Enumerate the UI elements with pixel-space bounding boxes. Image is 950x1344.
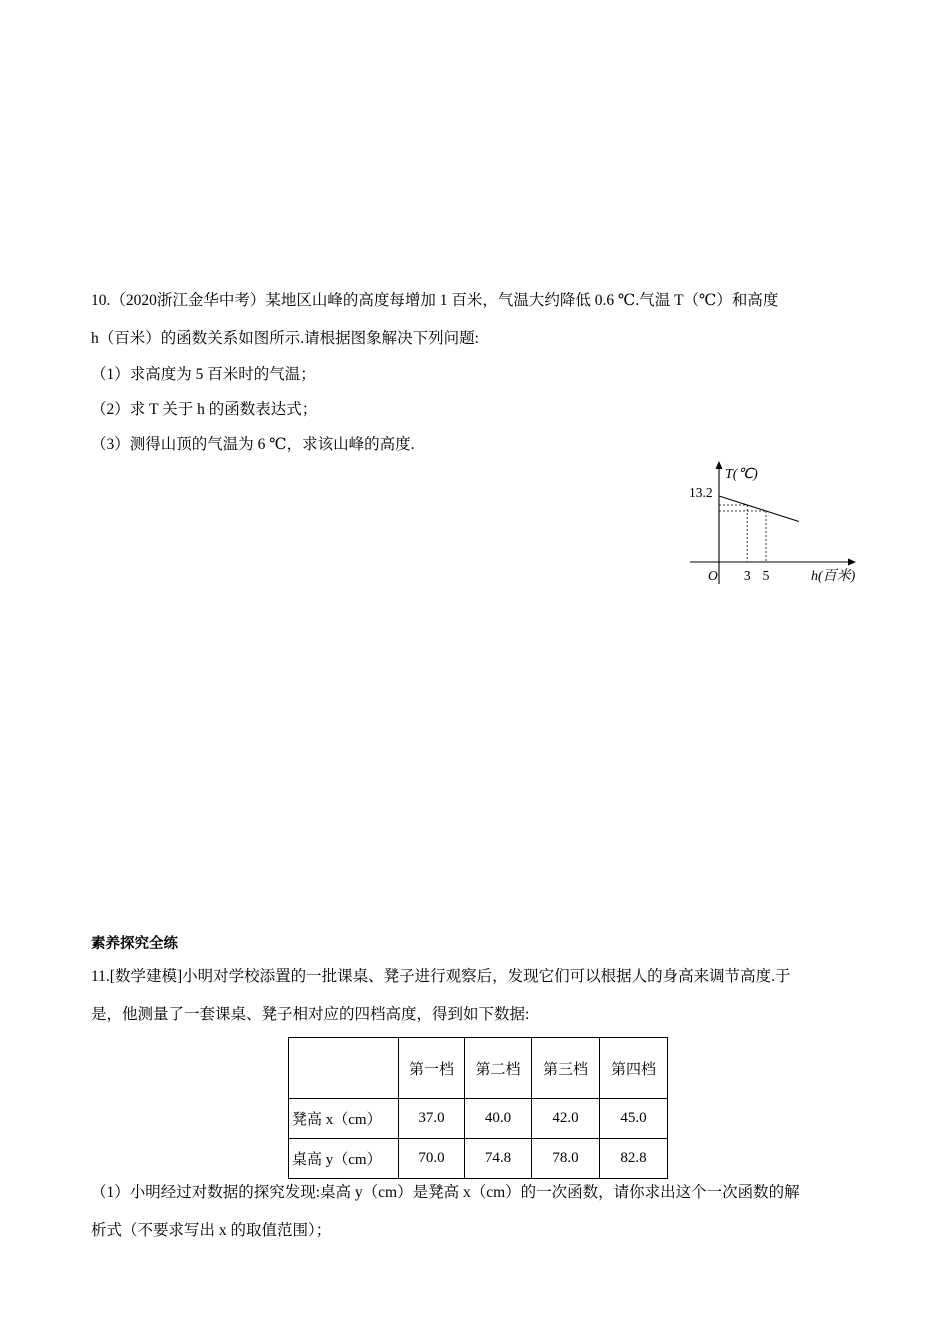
- table-row: [289, 1099, 668, 1139]
- x-tick-5: 5: [762, 568, 770, 583]
- q10-part2: （2）求 T 关于 h 的函数表达式；: [91, 401, 318, 418]
- y-axis-label: T(℃): [725, 467, 758, 482]
- height-data-table: [288, 1037, 668, 1179]
- q10-stem-line2: h（百米）的函数关系如图所示.请根据图象解决下列问题:: [91, 330, 479, 347]
- table-corner-cell: [289, 1038, 399, 1099]
- table-header-cell: 第一档: [399, 1038, 465, 1099]
- table-header-cell: 第三档: [532, 1038, 600, 1099]
- table-header-cell: 第二档: [465, 1038, 532, 1099]
- q11-part1-line2: 析式（不要求写出 x 的取值范围）；: [91, 1222, 332, 1239]
- q10-part3: （3）测得山顶的气温为 6 ℃，求该山峰的高度.: [91, 436, 415, 453]
- origin-label: O: [708, 568, 718, 583]
- table-cell: 78.0: [532, 1139, 600, 1179]
- x-tick-3: 3: [743, 568, 751, 583]
- row-label: 桌高 y（cm）: [289, 1139, 399, 1179]
- section-title: 素养探究全练: [91, 936, 178, 952]
- table-header-row: [289, 1038, 668, 1099]
- x-axis-label: h(百米): [811, 569, 856, 584]
- table-cell: 40.0: [465, 1099, 532, 1139]
- table-cell: 45.0: [600, 1099, 668, 1139]
- table-cell: 74.8: [465, 1139, 532, 1179]
- table-header-cell: 第四档: [600, 1038, 668, 1099]
- q11-stem-line1: 11.[数学建模]小明对学校添置的一批课桌、凳子进行观察后，发现它们可以根据人的身高来调节高度.于: [91, 968, 791, 985]
- q10-part1: （1）求高度为 5 百米时的气温；: [91, 366, 316, 383]
- q11-stem-line2: 是，他测量了一套课桌、凳子相对应的四档高度，得到如下数据:: [91, 1006, 530, 1023]
- x-axis-arrow: [848, 559, 856, 566]
- temperature-line: [719, 496, 799, 522]
- row-label: 凳高 x（cm）: [289, 1099, 399, 1139]
- y-tick-13-2: 13.2: [689, 485, 713, 500]
- table-cell: 37.0: [399, 1099, 465, 1139]
- table-cell: 70.0: [399, 1139, 465, 1179]
- y-axis-arrow: [716, 461, 723, 469]
- temperature-height-graph: [684, 458, 870, 592]
- q11-part1-line1: （1）小明经过对数据的探究发现:桌高 y（cm）是凳高 x（cm）的一次函数，请你求出这个一次函数的解: [91, 1184, 800, 1201]
- table-cell: 82.8: [600, 1139, 668, 1179]
- table-cell: 42.0: [532, 1099, 600, 1139]
- q10-stem-line1: 10.（2020浙江金华中考）某地区山峰的高度每增加 1 百米，气温大约降低 0.6 ℃.气温 T（℃）和高度: [91, 292, 779, 309]
- table-row: [289, 1139, 668, 1179]
